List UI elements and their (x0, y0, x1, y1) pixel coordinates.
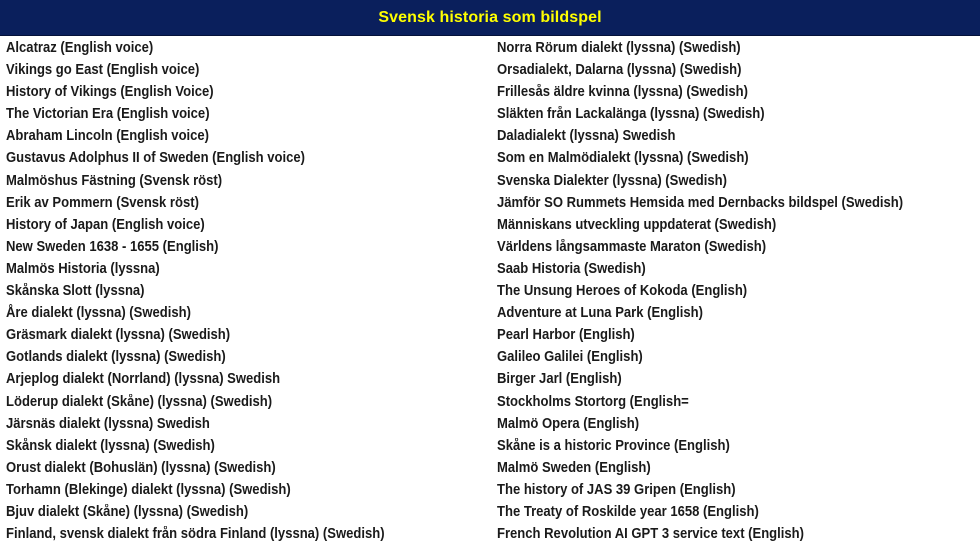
slideshow-link[interactable]: Norra Rörum dialekt (lyssna) (Swedish) (497, 40, 741, 56)
slideshow-link[interactable]: Frillesås äldre kvinna (lyssna) (Swedish) (497, 84, 748, 101)
slideshow-link[interactable]: Svenska Dialekter (lyssna) (Swedish) (497, 172, 727, 189)
slideshow-link[interactable]: New Sweden 1638 - 1655 (English) (6, 238, 219, 255)
slideshow-link[interactable]: Jämför SO Rummets Hemsida med Dernbacks bildspel (Swedish) (497, 194, 904, 211)
slideshow-link[interactable]: Som en Malmödialekt (lyssna) (Swedish) (497, 150, 749, 167)
slideshow-link[interactable]: The history of JAS 39 Gripen (English) (497, 481, 736, 498)
slideshow-link[interactable]: Stockholms Stortorg (English= (497, 393, 689, 410)
slideshow-link[interactable]: Arjeplog dialekt (Norrland) (lyssna) Swedish (6, 371, 281, 388)
slideshow-link[interactable]: Människans utveckling uppdaterat (Swedish) (497, 216, 777, 233)
slideshow-link[interactable]: Vikings go East (English voice) (6, 62, 200, 79)
slideshow-link[interactable]: Orsadialekt, Dalarna (lyssna) (Swedish) (497, 62, 742, 79)
slideshow-link[interactable]: Malmö Opera (English) (497, 415, 640, 432)
slideshow-link[interactable]: Malmö Sweden (English) (497, 459, 651, 476)
slideshow-link[interactable]: Skånska Slott (lyssna) (6, 283, 145, 300)
slideshow-link[interactable]: Abraham Lincoln (English voice) (6, 128, 210, 145)
slideshow-link[interactable]: Saab Historia (Swedish) (497, 260, 646, 277)
slideshow-link[interactable]: The Victorian Era (English voice) (6, 106, 210, 123)
slideshow-link[interactable]: Gustavus Adolphus II of Sweden (English voice) (6, 150, 305, 167)
slideshow-link[interactable]: History of Japan (English voice) (6, 216, 205, 233)
slideshow-link[interactable]: The Treaty of Roskilde year 1658 (English) (497, 503, 759, 520)
slideshow-link[interactable]: Bjuv dialekt (Skåne) (lyssna) (Swedish) (6, 503, 249, 520)
slideshow-list-left (6, 37, 486, 545)
slideshow-link[interactable]: Järsnäs dialekt (lyssna) Swedish (6, 415, 210, 432)
slideshow-link[interactable]: Malmöshus Fästning (Svensk röst) (6, 172, 223, 189)
slideshow-link[interactable]: Daladialekt (lyssna) Swedish (497, 128, 676, 145)
slideshow-list-right (497, 37, 977, 545)
page-title: Svensk historia som bildspel (378, 8, 602, 26)
slideshow-link[interactable]: Pearl Harbor (English) (497, 327, 635, 344)
slideshow-link[interactable]: Gotlands dialekt (lyssna) (Swedish) (6, 349, 226, 366)
slideshow-link[interactable]: Skåne is a historic Province (English) (497, 437, 730, 454)
slideshow-link[interactable]: History of Vikings (English Voice) (6, 84, 214, 101)
slideshow-link[interactable]: Släkten från Lackalänga (lyssna) (Swedish) (497, 106, 765, 123)
slideshow-link[interactable]: Gräsmark dialekt (lyssna) (Swedish) (6, 327, 231, 344)
slideshow-link[interactable]: Orust dialekt (Bohuslän) (lyssna) (Swedish) (6, 459, 276, 476)
slideshow-link[interactable]: Alcatraz (English voice) (6, 40, 154, 56)
slideshow-link[interactable]: Världens långsammaste Maraton (Swedish) (497, 238, 767, 255)
slideshow-link[interactable]: Adventure at Luna Park (English) (497, 305, 703, 322)
slideshow-link[interactable]: Malmös Historia (lyssna) (6, 260, 160, 277)
slideshow-link[interactable]: Löderup dialekt (Skåne) (lyssna) (Swedish) (6, 393, 273, 410)
slideshow-link[interactable]: Torhamn (Blekinge) dialekt (lyssna) (Swedish) (6, 481, 291, 498)
slideshow-link[interactable]: The Unsung Heroes of Kokoda (English) (497, 283, 748, 300)
slideshow-link[interactable]: Åre dialekt (lyssna) (Swedish) (6, 305, 191, 322)
slideshow-link[interactable]: Finland, svensk dialekt från södra Finland (lyssna) (Swedish) (6, 526, 385, 543)
slideshow-link[interactable]: Erik av Pommern (Svensk röst) (6, 194, 199, 211)
slideshow-link[interactable]: French Revolution AI GPT 3 service text (English) (497, 526, 804, 543)
page-header (0, 0, 980, 36)
slideshow-link[interactable]: Birger Jarl (English) (497, 371, 622, 388)
slideshow-link[interactable]: Galileo Galilei (English) (497, 349, 643, 366)
slideshow-link[interactable]: Skånsk dialekt (lyssna) (Swedish) (6, 437, 215, 454)
